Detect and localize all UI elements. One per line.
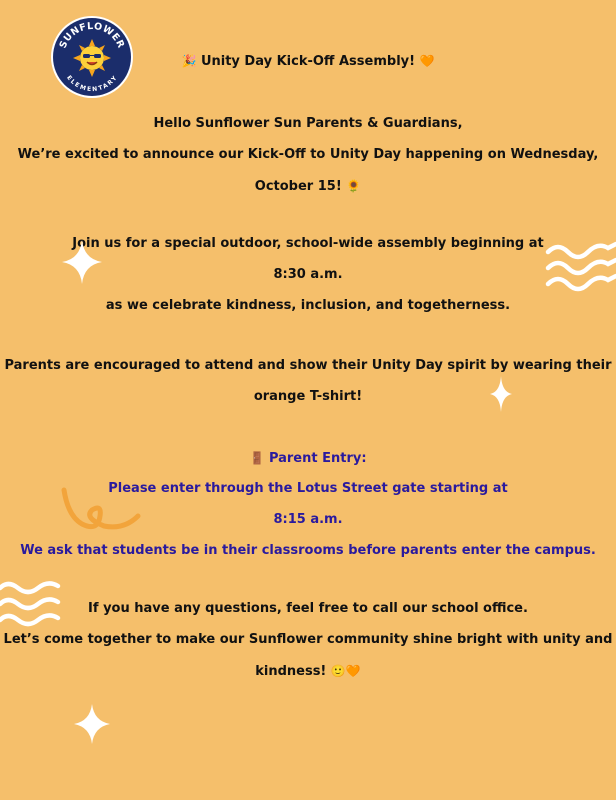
announcement-date: October 15! <box>254 179 342 194</box>
entry-line-2: We ask that students be in their classrooms before parents enter the campus. <box>20 543 596 558</box>
assembly-line-2: as we celebrate kindness, inclusion, and togetherness. <box>105 298 511 313</box>
parents-line-2: orange T-shirt! <box>253 389 363 404</box>
wave-lines-left-icon <box>0 578 62 630</box>
door-icon: 🚪 <box>249 451 265 465</box>
entry-line-1: Please enter through the Lotus Street gate starting at <box>108 481 508 496</box>
closing-line-2 <box>0 662 616 681</box>
page-title <box>0 52 616 71</box>
closing-text: kindness! <box>255 664 327 679</box>
entry-heading-text: Parent Entry: <box>268 451 367 466</box>
party-icon: 🎉 <box>181 54 197 68</box>
sparkle-bottom-icon <box>74 704 110 744</box>
smile-heart-icons: 🙂🧡 <box>330 664 361 678</box>
greeting: Hello Sunflower Sun Parents & Guardians, <box>153 116 463 131</box>
entry-heading <box>0 449 616 468</box>
wave-lines-right-icon <box>544 238 616 294</box>
sunflower-icon: 🌻 <box>346 179 362 193</box>
logo-text-top: SUNFLOWER <box>57 20 127 51</box>
orange-heart-icon: 🧡 <box>419 54 435 68</box>
sparkle-small-icon <box>490 376 512 412</box>
closing-line-1: Let’s come together to make our Sunflower community shine bright with unity and <box>3 632 613 647</box>
logo-text-bottom: ELEMENTARY <box>65 74 119 94</box>
questions-line: If you have any questions, feel free to call our school office. <box>88 601 528 616</box>
parents-line-1: Parents are encouraged to attend and show their Unity Day spirit by wearing their <box>4 358 612 373</box>
assembly-line-1: Join us for a special outdoor, school-wide assembly beginning at <box>72 236 544 251</box>
entry-time: 8:15 a.m. <box>273 512 343 527</box>
announcement-line-1: We’re excited to announce our Kick-Off to Unity Day happening on Wednesday, <box>17 147 599 162</box>
title-text: Unity Day Kick-Off Assembly! <box>200 54 416 69</box>
announcement-line-2 <box>0 177 616 196</box>
squiggle-icon <box>58 486 142 534</box>
assembly-time: 8:30 a.m. <box>273 267 343 282</box>
sparkle-icon <box>62 240 102 284</box>
